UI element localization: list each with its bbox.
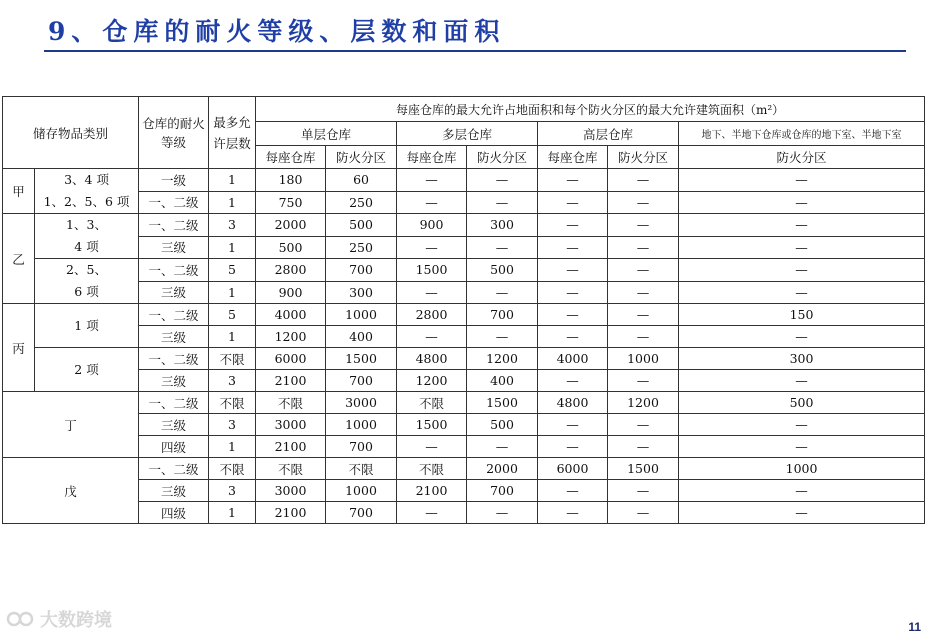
max-floors-cell: 3	[209, 370, 256, 392]
single-building-cell: 3000	[256, 480, 326, 502]
multi-zone-cell: 500	[467, 259, 538, 282]
high-building-cell: —	[538, 281, 608, 304]
header-max-floors: 最多允许层数	[209, 97, 256, 169]
header-per-building: 每座仓库	[538, 146, 608, 169]
header-high: 高层仓库	[538, 122, 679, 146]
subcategory-label: 2、5、 6 项	[35, 259, 139, 304]
category-label: 甲	[3, 169, 35, 214]
single-zone-cell: 700	[326, 502, 397, 524]
single-zone-cell: 250	[326, 236, 397, 259]
multi-zone-cell: —	[467, 169, 538, 192]
fire-rating-cell: 一、二级	[139, 304, 209, 326]
underground-zone-cell: —	[679, 326, 925, 348]
table-row	[3, 304, 925, 326]
multi-building-cell: —	[397, 436, 467, 458]
watermark-logo	[6, 606, 112, 632]
category-label: 乙	[3, 214, 35, 304]
multi-building-cell: —	[397, 281, 467, 304]
multi-zone-cell: —	[467, 236, 538, 259]
table-row	[3, 169, 925, 192]
table-row	[3, 458, 925, 480]
max-floors-cell: 3	[209, 414, 256, 436]
multi-building-cell: —	[397, 502, 467, 524]
subcategory-label: 3、4 项 1、2、5、6 项	[35, 169, 139, 214]
fire-rating-cell: 一、二级	[139, 214, 209, 237]
underground-zone-cell: —	[679, 259, 925, 282]
multi-zone-cell: —	[467, 326, 538, 348]
underground-zone-cell: 150	[679, 304, 925, 326]
multi-zone-cell: 1200	[467, 348, 538, 370]
multi-building-cell: —	[397, 191, 467, 214]
underground-zone-cell: —	[679, 414, 925, 436]
high-zone-cell: —	[608, 326, 679, 348]
table-row	[3, 259, 925, 282]
high-building-cell: —	[538, 191, 608, 214]
single-building-cell: 750	[256, 191, 326, 214]
max-floors-cell: 1	[209, 502, 256, 524]
single-building-cell: 不限	[256, 392, 326, 414]
logo-text: 大数跨境	[40, 610, 112, 631]
fire-rating-cell: 三级	[139, 281, 209, 304]
underground-zone-cell: 500	[679, 392, 925, 414]
high-zone-cell: —	[608, 414, 679, 436]
high-zone-cell: —	[608, 191, 679, 214]
single-zone-cell: 700	[326, 370, 397, 392]
slide-title: 9、仓库的耐火等级、层数和面积	[48, 17, 506, 46]
high-zone-cell: —	[608, 169, 679, 192]
underground-zone-cell: —	[679, 214, 925, 237]
single-zone-cell: 1000	[326, 480, 397, 502]
high-zone-cell: —	[608, 304, 679, 326]
high-zone-cell: —	[608, 236, 679, 259]
max-floors-cell: 1	[209, 326, 256, 348]
multi-building-cell: —	[397, 236, 467, 259]
high-building-cell: —	[538, 304, 608, 326]
high-building-cell: —	[538, 414, 608, 436]
fire-rating-cell: 四级	[139, 436, 209, 458]
multi-zone-cell: —	[467, 502, 538, 524]
single-building-cell: 2100	[256, 370, 326, 392]
fire-rating-cell: 一、二级	[139, 392, 209, 414]
title-underline	[44, 50, 906, 52]
multi-zone-cell: —	[467, 281, 538, 304]
multi-zone-cell: 2000	[467, 458, 538, 480]
single-building-cell: 3000	[256, 414, 326, 436]
header-multi: 多层仓库	[397, 122, 538, 146]
logo-mark-icon	[6, 610, 36, 628]
fire-rating-cell: 三级	[139, 236, 209, 259]
multi-building-cell: 1500	[397, 414, 467, 436]
subcategory-label: 1 项	[35, 304, 139, 348]
underground-zone-cell: —	[679, 281, 925, 304]
multi-building-cell: 4800	[397, 348, 467, 370]
high-building-cell: 4800	[538, 392, 608, 414]
subcategory-label: 1、3、 4 项	[35, 214, 139, 259]
high-zone-cell: —	[608, 502, 679, 524]
max-floors-cell: 1	[209, 436, 256, 458]
max-floors-cell: 不限	[209, 348, 256, 370]
fire-rating-cell: 一、二级	[139, 191, 209, 214]
max-floors-cell: 不限	[209, 392, 256, 414]
table-row	[3, 414, 925, 436]
single-building-cell: 1200	[256, 326, 326, 348]
max-floors-cell: 5	[209, 304, 256, 326]
max-floors-cell: 3	[209, 480, 256, 502]
multi-building-cell: 1500	[397, 259, 467, 282]
single-building-cell: 500	[256, 236, 326, 259]
multi-zone-cell: 700	[467, 304, 538, 326]
multi-building-cell: 不限	[397, 392, 467, 414]
table-row	[3, 436, 925, 458]
fire-rating-cell: 一、二级	[139, 348, 209, 370]
max-floors-cell: 1	[209, 281, 256, 304]
table-row	[3, 502, 925, 524]
multi-building-cell: 2100	[397, 480, 467, 502]
table-row	[3, 214, 925, 237]
header-per-zone: 防火分区	[326, 146, 397, 169]
high-zone-cell: 1500	[608, 458, 679, 480]
header-per-zone: 防火分区	[679, 146, 925, 169]
high-building-cell: —	[538, 480, 608, 502]
category-label: 丁	[3, 392, 139, 458]
multi-zone-cell: 1500	[467, 392, 538, 414]
high-building-cell: 4000	[538, 348, 608, 370]
multi-zone-cell: —	[467, 191, 538, 214]
max-floors-cell: 1	[209, 236, 256, 259]
fire-rating-cell: 三级	[139, 480, 209, 502]
header-area-caption: 每座仓库的最大允许占地面积和每个防火分区的最大允许建筑面积（m²）	[256, 97, 925, 122]
max-floors-cell: 3	[209, 214, 256, 237]
table-row	[3, 370, 925, 392]
high-zone-cell: —	[608, 281, 679, 304]
multi-building-cell: 900	[397, 214, 467, 237]
table-row	[3, 348, 925, 370]
single-zone-cell: 不限	[326, 458, 397, 480]
single-zone-cell: 500	[326, 214, 397, 237]
underground-zone-cell: 300	[679, 348, 925, 370]
fire-rating-cell: 三级	[139, 370, 209, 392]
multi-zone-cell: 400	[467, 370, 538, 392]
warehouse-fire-table	[2, 96, 925, 524]
high-zone-cell: —	[608, 436, 679, 458]
single-building-cell: 4000	[256, 304, 326, 326]
single-zone-cell: 400	[326, 326, 397, 348]
multi-zone-cell: 500	[467, 414, 538, 436]
fire-rating-cell: 一、二级	[139, 259, 209, 282]
multi-building-cell: —	[397, 169, 467, 192]
high-zone-cell: —	[608, 259, 679, 282]
high-zone-cell: 1200	[608, 392, 679, 414]
category-label: 丙	[3, 304, 35, 392]
multi-building-cell: 不限	[397, 458, 467, 480]
single-zone-cell: 700	[326, 436, 397, 458]
fire-rating-cell: 三级	[139, 414, 209, 436]
header-fire-rating: 仓库的耐火等级	[139, 97, 209, 169]
underground-zone-cell: —	[679, 480, 925, 502]
high-building-cell: 6000	[538, 458, 608, 480]
max-floors-cell: 不限	[209, 458, 256, 480]
page-number: 11	[908, 620, 921, 634]
header-underground: 地下、半地下仓库或仓库的地下室、半地下室	[679, 122, 925, 146]
single-building-cell: 不限	[256, 458, 326, 480]
header-single: 单层仓库	[256, 122, 397, 146]
multi-zone-cell: 700	[467, 480, 538, 502]
category-label: 戊	[3, 458, 139, 524]
max-floors-cell: 1	[209, 169, 256, 192]
single-zone-cell: 3000	[326, 392, 397, 414]
fire-rating-cell: 一级	[139, 169, 209, 192]
header-per-zone: 防火分区	[608, 146, 679, 169]
single-building-cell: 2100	[256, 436, 326, 458]
multi-building-cell: —	[397, 326, 467, 348]
single-zone-cell: 60	[326, 169, 397, 192]
single-building-cell: 180	[256, 169, 326, 192]
single-zone-cell: 700	[326, 259, 397, 282]
header-per-building: 每座仓库	[397, 146, 467, 169]
underground-zone-cell: —	[679, 436, 925, 458]
high-building-cell: —	[538, 236, 608, 259]
single-zone-cell: 300	[326, 281, 397, 304]
multi-zone-cell: 300	[467, 214, 538, 237]
single-building-cell: 2100	[256, 502, 326, 524]
table-row	[3, 480, 925, 502]
table-row	[3, 392, 925, 414]
high-building-cell: —	[538, 326, 608, 348]
underground-zone-cell: —	[679, 191, 925, 214]
high-building-cell: —	[538, 436, 608, 458]
high-building-cell: —	[538, 214, 608, 237]
high-zone-cell: —	[608, 214, 679, 237]
high-building-cell: —	[538, 502, 608, 524]
header-per-building: 每座仓库	[256, 146, 326, 169]
max-floors-cell: 5	[209, 259, 256, 282]
single-building-cell: 900	[256, 281, 326, 304]
high-building-cell: —	[538, 169, 608, 192]
high-zone-cell: —	[608, 480, 679, 502]
high-building-cell: —	[538, 259, 608, 282]
table-row	[3, 281, 925, 304]
header-per-zone: 防火分区	[467, 146, 538, 169]
max-floors-cell: 1	[209, 191, 256, 214]
header-category: 储存物品类别	[3, 97, 139, 169]
underground-zone-cell: —	[679, 169, 925, 192]
underground-zone-cell: —	[679, 236, 925, 259]
multi-building-cell: 2800	[397, 304, 467, 326]
underground-zone-cell: 1000	[679, 458, 925, 480]
subcategory-label: 2 项	[35, 348, 139, 392]
fire-rating-cell: 四级	[139, 502, 209, 524]
underground-zone-cell: —	[679, 502, 925, 524]
fire-rating-cell: 三级	[139, 326, 209, 348]
single-zone-cell: 1500	[326, 348, 397, 370]
single-zone-cell: 250	[326, 191, 397, 214]
table-row	[3, 191, 925, 214]
high-building-cell: —	[538, 370, 608, 392]
single-building-cell: 2000	[256, 214, 326, 237]
fire-rating-cell: 一、二级	[139, 458, 209, 480]
multi-building-cell: 1200	[397, 370, 467, 392]
table-row	[3, 326, 925, 348]
single-zone-cell: 1000	[326, 414, 397, 436]
high-zone-cell: —	[608, 370, 679, 392]
multi-zone-cell: —	[467, 436, 538, 458]
single-zone-cell: 1000	[326, 304, 397, 326]
single-building-cell: 6000	[256, 348, 326, 370]
high-zone-cell: 1000	[608, 348, 679, 370]
table-row	[3, 236, 925, 259]
underground-zone-cell: —	[679, 370, 925, 392]
single-building-cell: 2800	[256, 259, 326, 282]
